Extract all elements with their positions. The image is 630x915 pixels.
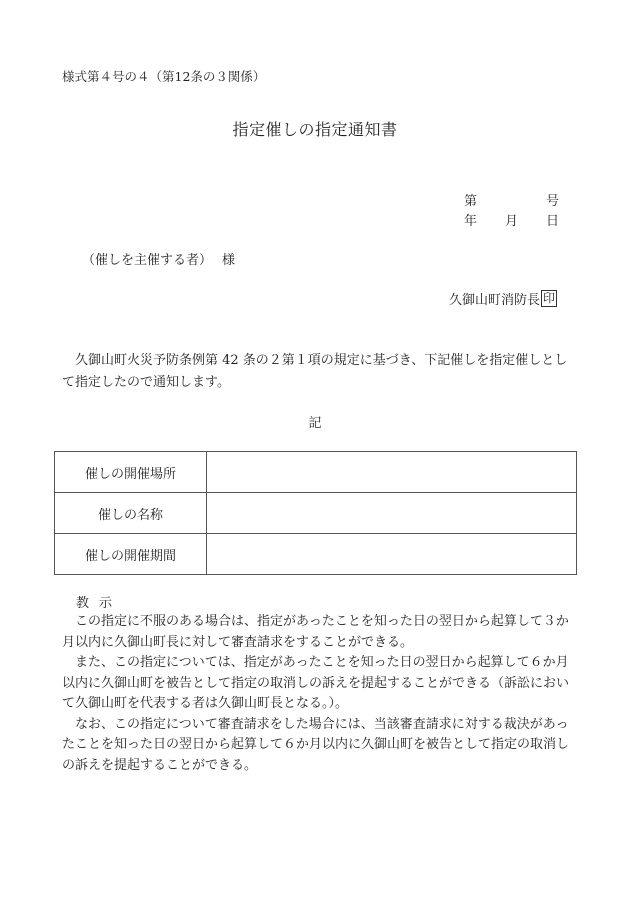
- instruction-paragraph: なお、この指定について審査請求をした場合には、当該審査請求に対する裁決があったことを知った日の翌日から起算して６か月以内に久御山町を被告として指定の取消しの訴えを提起することができる。: [62, 716, 570, 773]
- instruction-text: [62, 612, 580, 776]
- doc-number-prefix: 第: [464, 194, 478, 209]
- date-year: 年: [464, 214, 478, 229]
- table-row: [55, 493, 577, 534]
- row-value-name[interactable]: [207, 493, 577, 534]
- instruction-paragraph: この指定に不服のある場合は、指定があったことを知った日の翌日から起算して３か月以内に久御山町長に対して審査請求をすることができる。: [62, 614, 569, 650]
- row-label-venue: 催しの開催場所: [55, 452, 207, 493]
- instruction-heading: 教示: [76, 596, 123, 611]
- recipient-suffix: 様: [222, 253, 236, 268]
- row-value-venue[interactable]: [207, 452, 577, 493]
- date-day: 日: [546, 214, 560, 229]
- instruction-paragraph: また、この指定については、指定があったことを知った日の翌日から起算して６か月以内に久御山町を被告として指定の取消しの訴えを提起することができる（訴訟において久御山町を代表する者は久御山町長となる。）。: [62, 655, 570, 711]
- row-label-period: 催しの開催期間: [55, 534, 207, 575]
- date-month: 月: [505, 214, 519, 229]
- row-label-name: 催しの名称: [55, 493, 207, 534]
- issuer-name: 久御山町消防長: [449, 293, 541, 308]
- event-info-table: [54, 451, 577, 575]
- table-row: [55, 534, 577, 575]
- doc-number-suffix: 号: [546, 194, 560, 209]
- document-title: 指定催しの指定通知書: [232, 120, 398, 139]
- seal-box: 印: [543, 291, 556, 305]
- ki-heading: 記: [308, 416, 322, 431]
- issuer: [449, 289, 557, 308]
- table-row: [55, 452, 577, 493]
- row-value-period[interactable]: [207, 534, 577, 575]
- form-number: 様式第４号の４（第12条の３関係）: [62, 69, 266, 84]
- recipient-label: （催しを主催する者）: [82, 253, 213, 268]
- notice-body: 久御山町火災予防条例第 42 条の２第１項の規定に基づき、下記催しを指定催しとして指定したので通知します。: [62, 353, 568, 390]
